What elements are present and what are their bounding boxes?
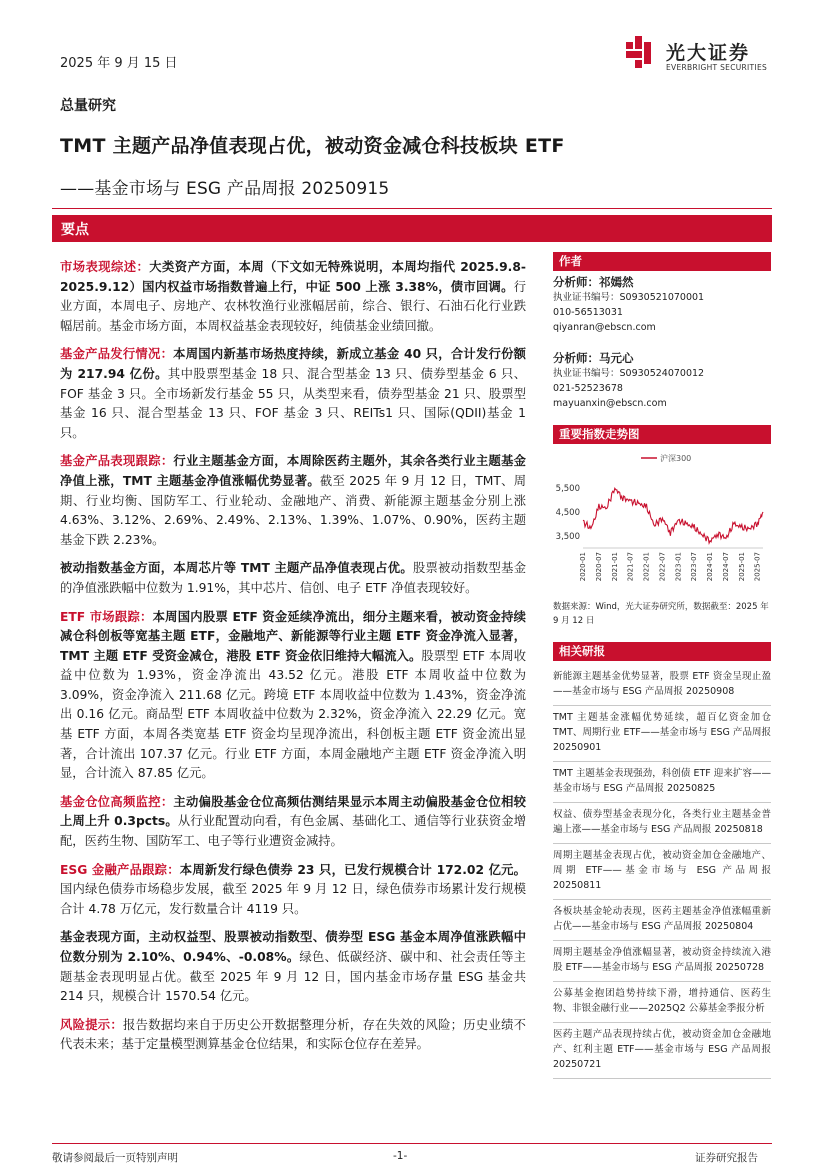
y-tick-label: 4,500 — [555, 508, 580, 518]
main-content — [60, 258, 526, 1064]
related-report-item[interactable]: 周期主题基金表现占优，被动资金加仓金融地产、周期 ETF——基金市场与 ESG 产品周报 20250811 — [553, 844, 771, 900]
body-text: 股票型 ETF 本周收益中位数为 1.93%，资金净流出 43.52 亿元。港股 ETF 本周收益中位数为 3.09%，资金净流入 211.68 亿元。跨境 ETF 本周收益中位数为 1.43%，资金净流出 0.16 亿元。商品型 ETF 本周收益中位数为 2.32%，资金净流入 22.29 亿元。宽基 ETF 方面，本周各类宽基 ETF 资金均呈现净流出，科创板主题 ETF 资金流出显著，合计流出 107.37 亿元。行业 ETF 方面，本周金融地产主题 ETF 资金净流入明显，合计流入 87.85 亿元。 — [60, 648, 526, 781]
footer-divider — [52, 1143, 772, 1144]
authors-header: 作者 — [553, 252, 771, 271]
company-logo — [626, 36, 776, 80]
everbright-logo-icon — [626, 36, 658, 68]
analyst-phone: 010-56513031 — [553, 307, 623, 318]
heading-esg-products: ESG 金融产品跟踪： — [60, 862, 180, 877]
analyst-name: 分析师：马元心 — [553, 351, 634, 365]
heading-market-overview: 市场表现综述： — [60, 260, 150, 274]
report-subtitle: ——基金市场与 ESG 产品周报 20250915 — [60, 179, 390, 199]
bold-text: 本周新发行绿色债券 23 只，已发行规模合计 172.02 亿元。 — [179, 862, 526, 877]
heading-etf-tracking: ETF 市场跟踪： — [60, 609, 153, 624]
body-text: 报告数据均来自于历史公开数据整理分析，存在失效的风险；历史业绩不代表未来；基于定量模型测算基金仓位结果，和实际仓位存在差异。 — [60, 1017, 526, 1052]
analyst-cert: 执业证书编号：S0930521070001 — [553, 292, 705, 303]
key-points-banner — [52, 215, 772, 242]
paragraph-position-monitor — [60, 793, 526, 852]
report-date: 2025 年 9 月 15 日 — [60, 56, 178, 71]
related-report-item[interactable]: 医药主题产品表现持续占优，被动资金加仓金融地产、红利主题 ETF——基金市场与 ESG 产品周报 20250721 — [553, 1023, 771, 1079]
body-text: 行业方面，本周电子、房地产、农林牧渔行业涨幅居前，综合、银行、石油石化行业跌幅居前。基金市场方面，本周权益基金表现较好，纯债基金业绩回撤。 — [60, 279, 526, 333]
related-report-item[interactable]: 权益、债券型基金表现分化，各类行业主题基金普遍上涨——基金市场与 ESG 产品周报 20250818 — [553, 803, 771, 844]
x-tick-label: 2025-01 — [737, 552, 746, 582]
bold-text: 被动指数基金方面，本周芯片等 TMT 主题产品净值表现占优。 — [60, 561, 413, 576]
series-line-hs300 — [583, 488, 763, 543]
heading-position-monitor: 基金仓位高频监控： — [60, 794, 174, 809]
x-tick-label: 2023-01 — [674, 552, 683, 582]
related-report-item[interactable]: 各板块基金轮动表现，医药主题基金净值涨幅重新占优——基金市场与 ESG 产品周报 20250804 — [553, 900, 771, 941]
chart-source: 数据来源：Wind，光大证券研究所，数据截至：2025 年 9 月 12 日 — [553, 602, 769, 626]
bold-text: 本周国内股票 ETF 资金延续净流出，细分主题来看，被动资金持续减仓科创板等宽基主题 ETF，金融地产、新能源等行业主题 ETF 资金净流入显著，TMT 主题 ETF 受资金减仓，港股 ETF 资金依旧维持大幅流入。 — [60, 609, 526, 663]
x-tick-label: 2024-07 — [721, 552, 730, 582]
x-tick-label: 2023-07 — [690, 552, 699, 582]
logo-text-cn: 光大证券 — [666, 42, 751, 64]
x-tick-label: 2024-01 — [706, 552, 715, 582]
body-text: 国内绿色债券市场稳步发展，截至 2025 年 9 月 12 日，绿色债券市场累计发行规模合计 4.78 万亿元，发行数量合计 4119 只。 — [60, 882, 526, 916]
related-report-item[interactable]: TMT 主题基金涨幅优势延续，超百亿资金加仓 TMT、周期行业 ETF——基金市场与 ESG 产品周报 20250901 — [553, 706, 771, 762]
x-tick-label: 2022-01 — [642, 552, 651, 582]
related-report-item[interactable]: 公募基金抱团趋势持续下滑，增持通信、医药生物、非银金融行业——2025Q2 公募基金季报分析 — [553, 982, 771, 1023]
x-tick-label: 2021-01 — [610, 552, 619, 582]
x-tick-label: 2020-07 — [594, 552, 603, 582]
page-number: -1- — [393, 1150, 408, 1162]
paragraph-esg-products — [60, 861, 526, 920]
x-tick-label: 2022-07 — [658, 552, 667, 582]
analyst-email[interactable]: mayuanxin@ebscn.com — [553, 398, 667, 409]
heading-risk-warning: 风险提示： — [60, 1017, 124, 1032]
bold-text: 本周国内新基市场热度持续，新成立基金 40 只，合计发行份额为 217.94 亿份。 — [60, 347, 526, 381]
paragraph-passive-index — [60, 559, 526, 598]
body-text: 其中股票型基金 18 只、混合型基金 13 只、债券型基金 6 只、FOF 基金 3 只。全市场新发行基金 55 只，从类型来看，债券型基金 21 只、股票型基金 16 只、混合型基金 13 只、FOF 基金 3 只、REITs1 只、国际(QDII)基金 1 只。 — [60, 366, 526, 440]
paragraph-market-overview — [60, 258, 526, 336]
heading-fund-performance: 基金产品表现跟踪： — [60, 454, 174, 469]
bold-text: 基金表现方面，主动权益型、股票被动指数型、债券型 ESG 基金本周净值涨跌幅中位数分别为 2.10%、0.94%、-0.08%。 — [60, 930, 526, 964]
key-points-label: 要点 — [61, 222, 89, 238]
related-report-item[interactable]: 新能源主题基金优势显著，股票 ETF 资金呈现止盈——基金市场与 ESG 产品周报 20250908 — [553, 665, 771, 706]
analyst-name: 分析师：祁嫣然 — [553, 275, 634, 289]
y-tick-label: 3,500 — [555, 532, 580, 542]
bold-text: 行业主题基金方面，本周除医药主题外，其余各类行业主题基金净值上涨，TMT 主题基金净值涨幅优势显著。 — [60, 454, 526, 488]
related-report-item[interactable]: TMT 主题基金表现强劲，科创债 ETF 迎来扩容——基金市场与 ESG 产品周报 20250825 — [553, 762, 771, 803]
index-chart — [553, 448, 771, 598]
title-divider — [52, 208, 772, 209]
related-reports-list — [553, 665, 771, 1079]
report-category: 总量研究 — [60, 98, 116, 114]
legend-label: 沪深300 — [660, 454, 692, 463]
body-text: 股票被动指数型基金的净值涨跌幅中位数为 1.91%，其中芯片、信创、电子 ETF 净值表现较好。 — [60, 561, 526, 595]
bold-text: 主动偏股基金仓位高频估测结果显示本周主动偏股基金仓位相较上周上升 0.3pcts。 — [60, 794, 526, 829]
paragraph-risk-warning — [60, 1016, 526, 1055]
analyst-phone: 021-52523678 — [553, 383, 623, 394]
paragraph-fund-performance — [60, 452, 526, 550]
heading-fund-issuance: 基金产品发行情况： — [60, 347, 174, 362]
index-chart-svg — [553, 448, 771, 598]
related-reports-header: 相关研报 — [553, 642, 771, 661]
body-text: 截至 2025 年 9 月 12 日，TMT、周期、行业均衡、国防军工、行业轮动、金融地产、消费、新能源主题基金分别上涨 4.63%、3.12%、2.69%、2.49%、2.13%、1.39%、1.07%、0.90%，医药主题基金下跌 2.23%。 — [60, 473, 527, 547]
report-title: TMT 主题产品净值表现占优，被动资金减仓科技板块 ETF — [60, 135, 565, 157]
paragraph-etf-tracking — [60, 608, 526, 784]
bold-text: 大类资产方面，本周（下文如无特殊说明，本周均指代 2025.9.8-2025.9.12）国内权益市场指数普遍上行，中证 500 上涨 3.38%，债市回调。 — [60, 260, 526, 294]
analyst-email[interactable]: qiyanran@ebscn.com — [553, 322, 656, 333]
footer-report-type: 证券研究报告 — [695, 1152, 758, 1164]
paragraph-esg-performance — [60, 928, 526, 1006]
related-report-item[interactable]: 周期主题基金净值涨幅显著，被动资金持续流入港股 ETF——基金市场与 ESG 产品周报 20250728 — [553, 941, 771, 982]
analyst-cert: 执业证书编号：S0930524070012 — [553, 368, 705, 379]
y-tick-label: 5,500 — [555, 484, 580, 494]
x-tick-label: 2021-07 — [626, 552, 635, 582]
x-tick-label: 2020-01 — [579, 552, 587, 582]
paragraph-fund-issuance — [60, 345, 526, 443]
sidebar — [553, 252, 771, 1079]
chart-header: 重要指数走势图 — [553, 425, 771, 444]
body-text: 从行业配置动向看，有色金属、基础化工、通信等行业获资金增配，医药生物、国防军工、电子等行业遭资金减持。 — [60, 814, 526, 849]
x-tick-label: 2025-07 — [753, 552, 762, 582]
footer-disclaimer[interactable]: 敬请参阅最后一页特别声明 — [52, 1152, 178, 1164]
body-text: 绿色、低碳经济、碳中和、社会责任等主题基金表现明显占优。截至 2025 年 9 月 12 日，国内基金市场存量 ESG 基金共 214 只，规模合计 1570.54 亿元。 — [60, 950, 526, 1004]
logo-text-en: EVERBRIGHT SECURITIES — [666, 63, 768, 72]
